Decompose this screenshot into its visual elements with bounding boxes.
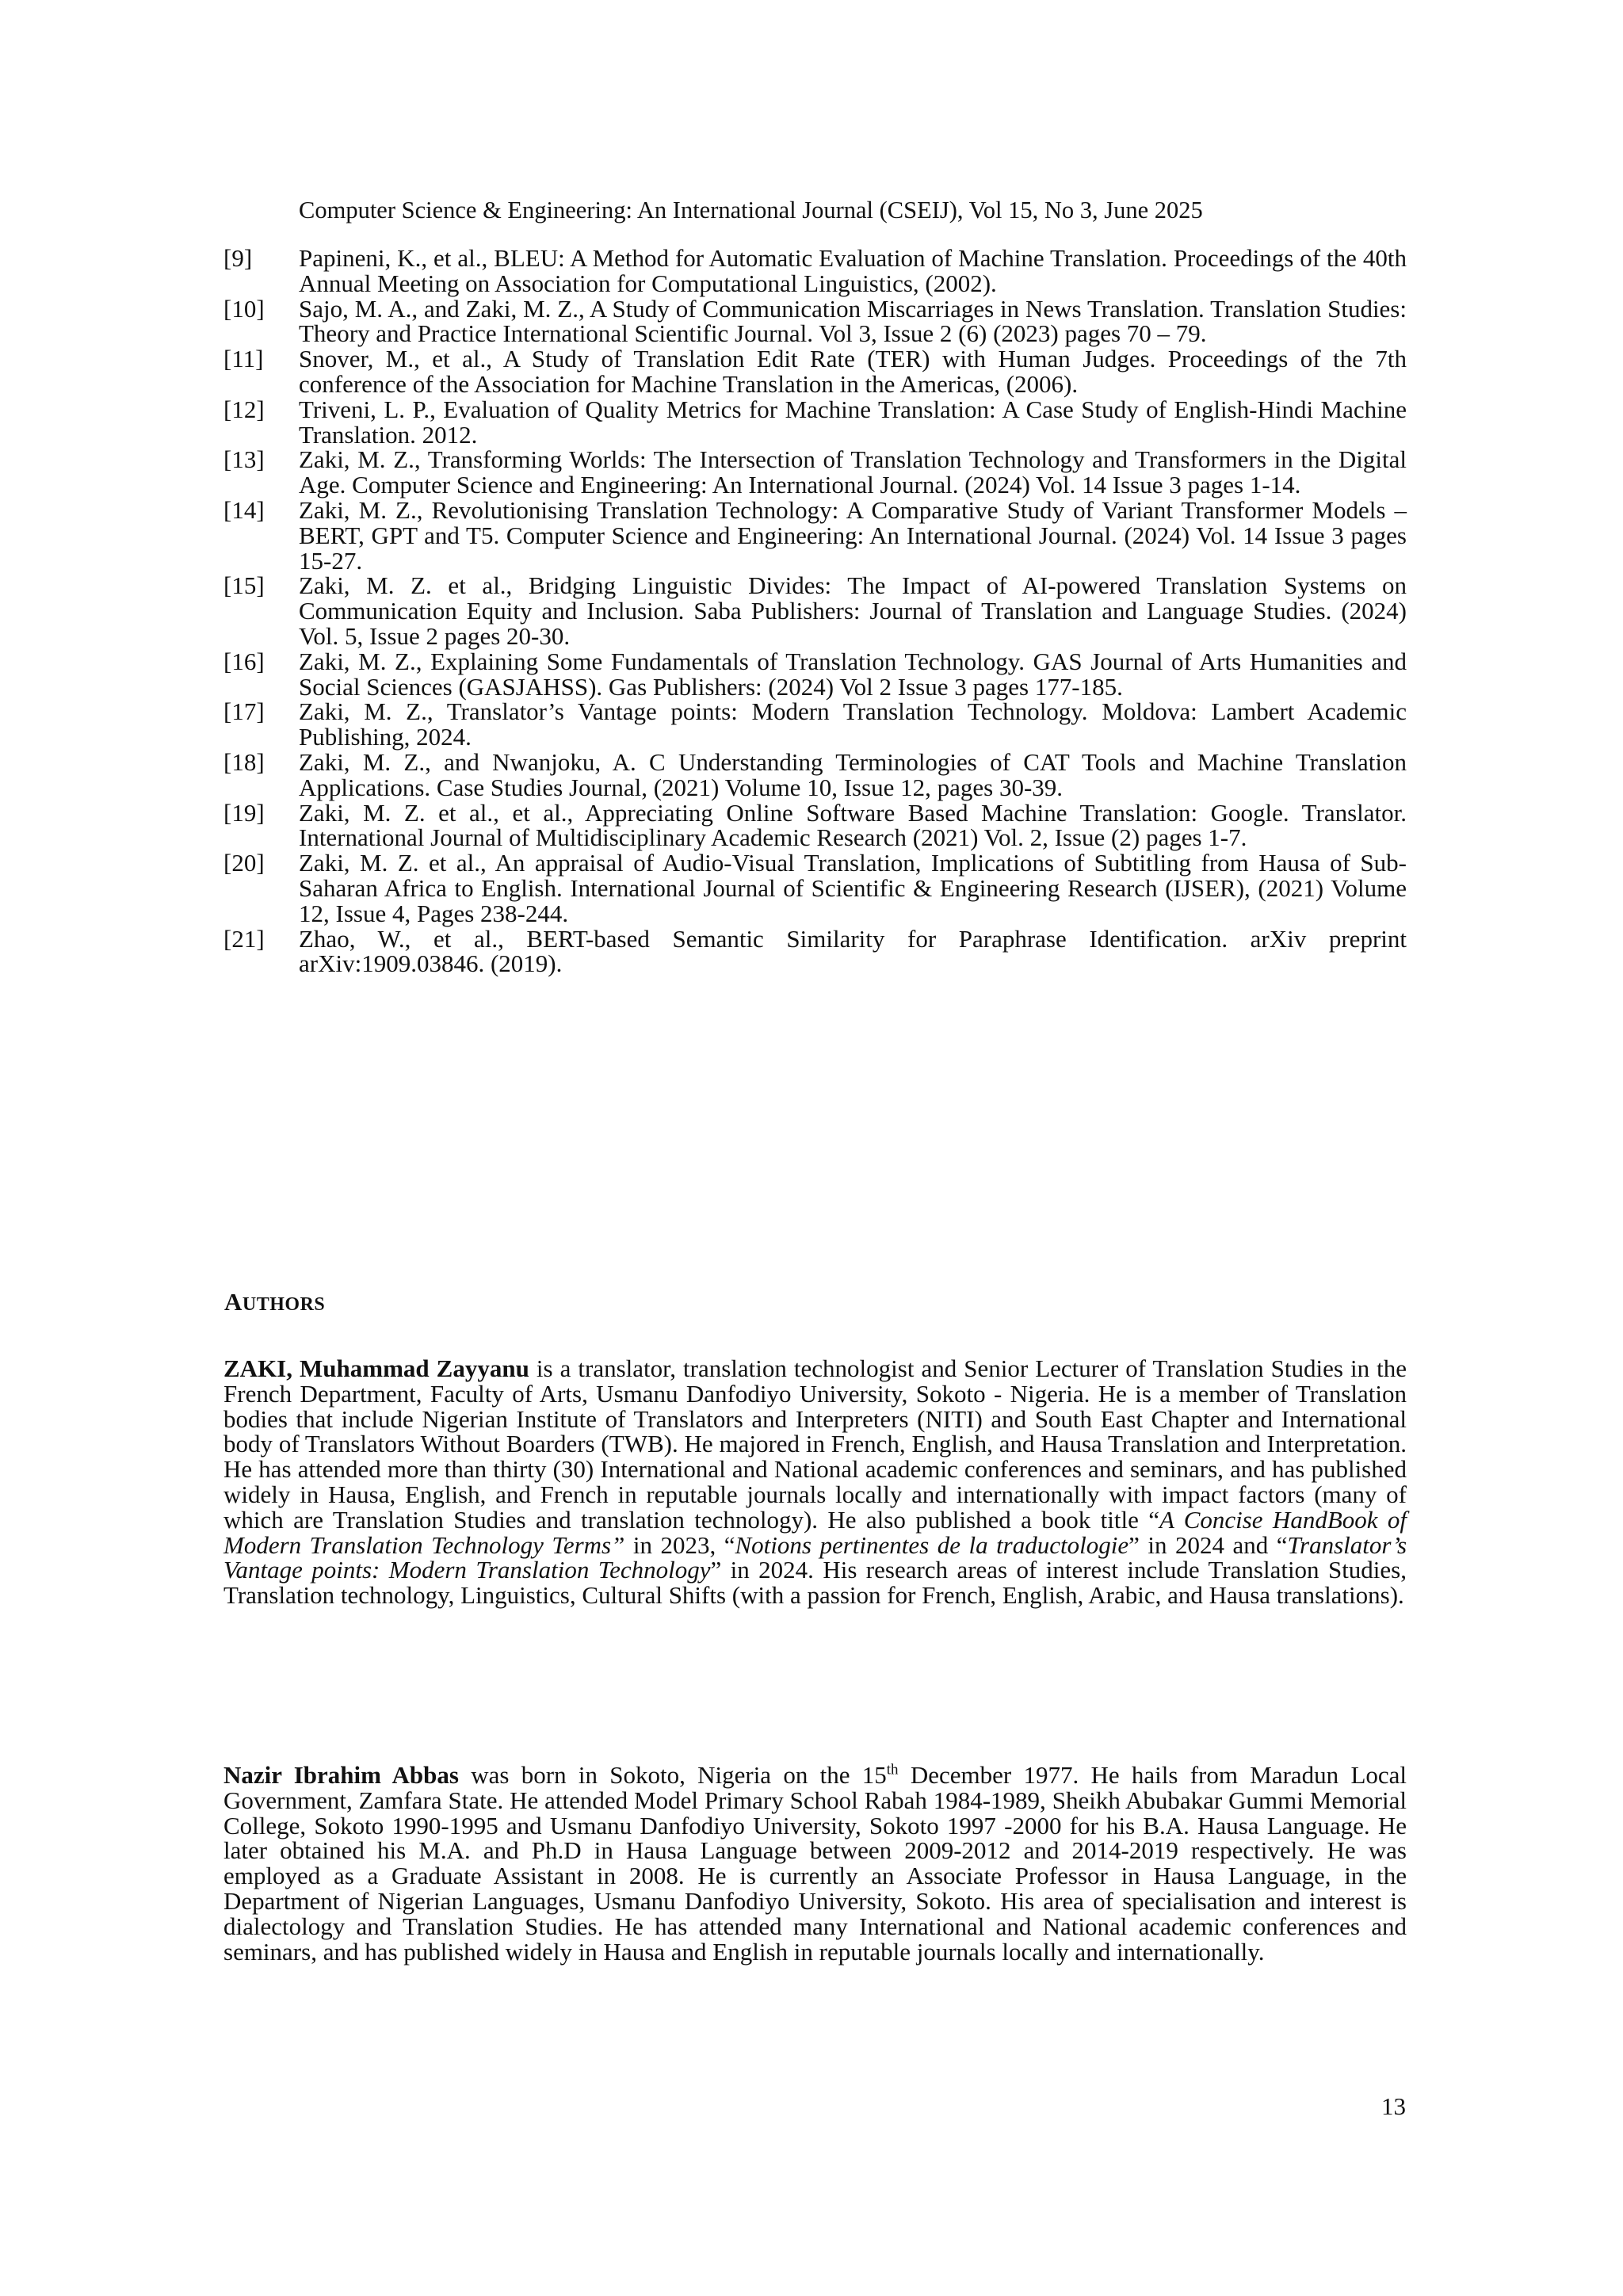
- reference-text: Zaki, M. Z., Explaining Some Fundamentals of Translation Technology. GAS Journal of Arts Humanities and Social Sciences (GASJAHSS). Gas Publishers: (2024) Vol 2 Issue 3 pages 177-185.: [299, 647, 1407, 701]
- reference-item: [223, 495, 1407, 575]
- book-title: Translator’s Vantage points: Modern Translation Technology: [223, 1530, 1407, 1584]
- reference-item: [223, 747, 1407, 801]
- book-title: A Concise HandBook of Modern Translation Technology Terms”: [223, 1505, 1407, 1559]
- reference-number: [9]: [223, 244, 253, 272]
- bio-text: is a translator, translation technologist and Senior Lecturer of Translation Studies in the French Department, Faculty of Arts, Usmanu Danfodiyo University, Sokoto - Nigeria. He is a member of Translation bodies that include Nigerian Institute of Translators and Interpreters (NITI) and South East Chapter and International body of Translators Without Boarders (TWB). He majored in French, English, and Hausa Translation and Interpretation. He has attended more than thirty (30) International and National academic conferences and seminars, and has published widely in Hausa, English, and French in reputable journals locally and internationally with impact factors (many of which are Translation Studies and translation technology). He also published a book title “: [223, 1354, 1407, 1534]
- reference-text: Snover, M., et al., A Study of Translation Edit Rate (TER) with Human Judges. Proceedings of the 7th conference of the Association for Machine Translation in the Americas, (2006).: [299, 345, 1407, 398]
- page-number: 13: [1381, 2092, 1406, 2120]
- reference-number: [21]: [223, 924, 265, 953]
- reference-number: [14]: [223, 495, 265, 524]
- reference-item: [223, 926, 1407, 977]
- reference-number: [18]: [223, 747, 265, 776]
- reference-number: [17]: [223, 697, 265, 726]
- running-header: Computer Science & Engineering: An International Journal (CSEIJ), Vol 15, No 3, June 2025: [299, 197, 1203, 223]
- reference-item: [223, 296, 1407, 347]
- reference-item: [223, 699, 1407, 750]
- reference-text: Zaki, M. Z. et al., Bridging Linguistic Divides: The Impact of AI-powered Translation Systems on Communication Equity and Inclusion. Saba Publishers: Journal of Translation and Language Studies. (2024) Vol. 5, Issue 2 pages 20-30.: [299, 571, 1407, 650]
- reference-item: [223, 346, 1407, 397]
- reference-text: Zaki, M. Z. et al., An appraisal of Audio-Visual Translation, Implications of Subtitling from Hausa of Sub-Saharan Africa to English. International Journal of Scientific & Engineering Research (IJSER), (2021) Volume 12, Issue 4, Pages 238-244.: [299, 849, 1407, 927]
- author-name: ZAKI, Muhammad Zayyanu: [223, 1354, 529, 1382]
- reference-number: [11]: [223, 345, 264, 373]
- reference-item: [223, 573, 1407, 648]
- authors-heading-rest: UTHORS: [242, 1294, 326, 1315]
- reference-text: Zaki, M. Z., and Nwanjoku, A. C Understanding Terminologies of CAT Tools and Machine Translation Applications. Case Studies Journal, (2021) Volume 10, Issue 12, pages 30-39.: [299, 747, 1407, 801]
- author-name: Nazir Ibrahim Abbas: [223, 1761, 459, 1789]
- bio-text: December 1977. He hails from Maradun Local Government, Zamfara State. He attended Model Primary School Rabah 1984-1989, Sheikh Abubakar Gummi Memorial College, Sokoto 1990-1995 and Usmanu Danfodiyo University, Sokoto 1997 -2000 for his B.A. Hausa Language. He later obtained his M.A. and Ph.D in Hausa Language between 2009-2012 and 2014-2019 respectively. He was employed as a Graduate Assistant in 2008. He is currently an Associate Professor in Hausa Language, in the Department of Nigerian Languages, Usmanu Danfodiyo University, Sokoto. His area of specialisation and interest is dialectology and Translation Studies. He has attended many International and National academic conferences and seminars, and has published widely in Hausa and English in reputable journals locally and internationally.: [223, 1761, 1407, 1966]
- reference-item: [223, 800, 1407, 851]
- reference-text: Sajo, M. A., and Zaki, M. Z., A Study of Communication Miscarriages in News Translation. Translation Studies: Theory and Practice International Scientific Journal. Vol 3, Issue 2 (6) (2023) pages 70 – 79.: [299, 294, 1407, 348]
- ordinal-suffix: th: [886, 1761, 899, 1778]
- authors-heading-initial: A: [224, 1288, 242, 1316]
- reference-text: Papineni, K., et al., BLEU: A Method for Automatic Evaluation of Machine Translation. Proceedings of the 40th Annual Meeting on Association for Computational Linguistics, (2002).: [299, 244, 1407, 297]
- reference-item: [223, 649, 1407, 700]
- author-bio-zaki: [223, 1356, 1407, 1608]
- reference-text: Zaki, M. Z. et al., et al., Appreciating Online Software Based Machine Translation: Google. Translator. International Journal of Multidisciplinary Academic Research (2021) Vol. 2, Issue (2) pages 1-7.: [299, 798, 1407, 852]
- bio-text: in 2023, “: [624, 1530, 735, 1559]
- reference-number: [16]: [223, 647, 265, 675]
- bio-text: ” in 2024 and “: [1128, 1530, 1288, 1559]
- reference-number: [12]: [223, 395, 265, 423]
- reference-item: [223, 850, 1407, 926]
- reference-text: Zaki, M. Z., Revolutionising Translation Technology: A Comparative Study of Variant Transformer Models – BERT, GPT and T5. Computer Science and Engineering: An International Journal. (2024) Vol. 14 Issue 3 pages 15-27.: [299, 495, 1407, 575]
- reference-item: [223, 246, 1407, 296]
- reference-text: Zaki, M. Z., Translator’s Vantage points: Modern Translation Technology. Moldova: Lambert Academic Publishing, 2024.: [299, 697, 1407, 751]
- reference-item: [223, 447, 1407, 498]
- reference-number: [10]: [223, 294, 265, 323]
- bio-text: ” in 2024. His research areas of interest include Translation Studies, Translation technology, Linguistics, Cultural Shifts (with a passion for French, English, Arabic, and Hausa translations).: [223, 1556, 1407, 1610]
- author-bio-abbas: [223, 1763, 1407, 1964]
- reference-item: [223, 397, 1407, 448]
- bio-text: was born in Sokoto, Nigeria on the 15: [458, 1761, 887, 1789]
- reference-number: [20]: [223, 849, 265, 877]
- reference-number: [15]: [223, 571, 265, 600]
- reference-text: Zhao, W., et al., BERT-based Semantic Similarity for Paraphrase Identification. arXiv preprint arXiv:1909.03846. (2019).: [299, 924, 1407, 978]
- authors-heading: [224, 1288, 325, 1316]
- reference-number: [19]: [223, 798, 265, 827]
- reference-number: [13]: [223, 445, 265, 474]
- reference-text: Zaki, M. Z., Transforming Worlds: The Intersection of Translation Technology and Transformers in the Digital Age. Computer Science and Engineering: An International Journal. (2024) Vol. 14 Issue 3 pages 1-14.: [299, 445, 1407, 499]
- reference-list: [223, 246, 1407, 976]
- book-title: Notions pertinentes de la traductologie: [735, 1530, 1129, 1559]
- reference-text: Triveni, L. P., Evaluation of Quality Metrics for Machine Translation: A Case Study of English-Hindi Machine Translation. 2012.: [299, 395, 1407, 449]
